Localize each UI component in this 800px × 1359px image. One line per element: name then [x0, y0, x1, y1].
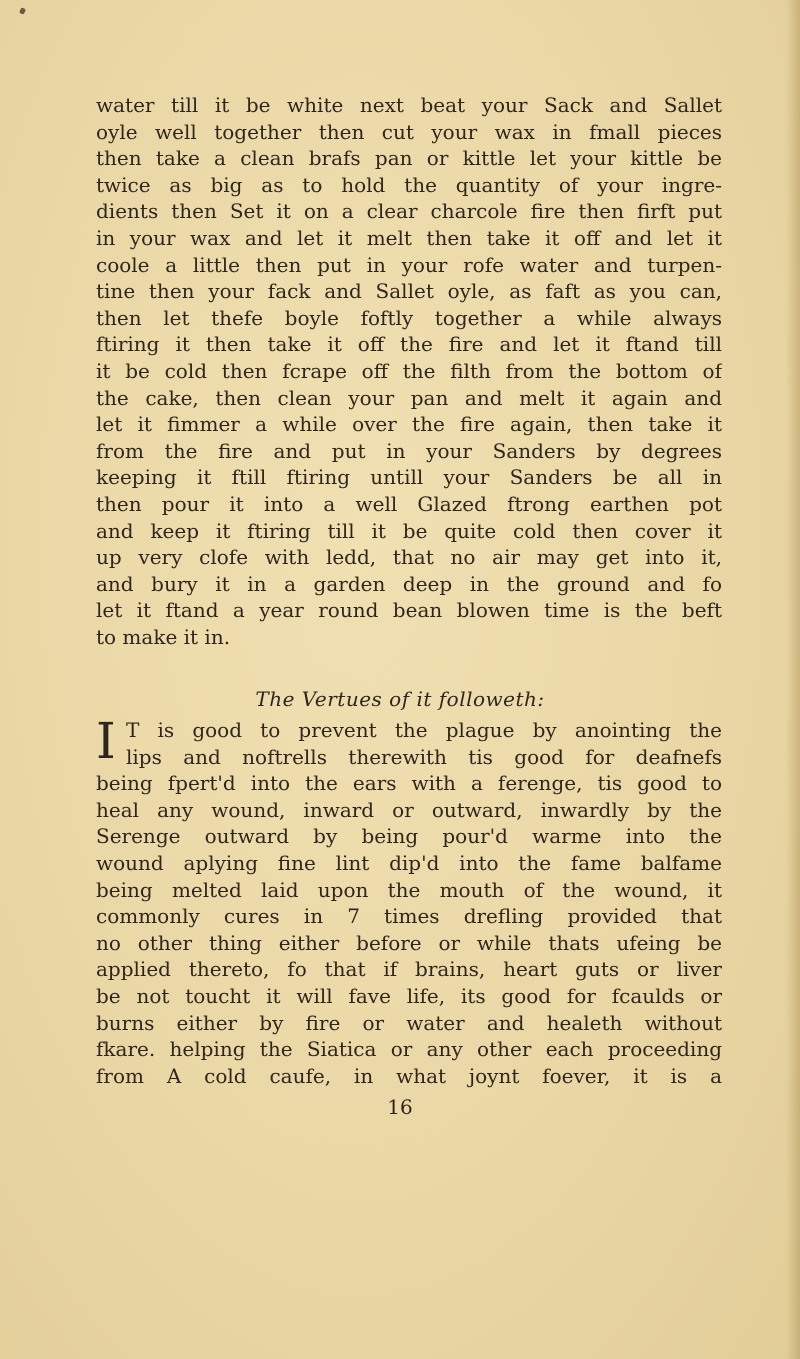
text-line: tine then your fack and Sallet oyle, as faft as you can,: [96, 279, 722, 304]
text-line: up very clofe with ledd, that no air may get into it,: [96, 545, 722, 570]
text-line: be not toucht it will fave life, its good for fcaulds or: [96, 983, 722, 1008]
text-line: then pour it into a well Glazed ftrong earthen pot: [96, 491, 722, 516]
page-edge-shadow: [786, 0, 800, 1359]
page-number: 16: [387, 1095, 413, 1119]
vertues-paragraph: [96, 712, 722, 1089]
text-line: wound aplying fine lint dip'd into the fame balfame: [96, 850, 722, 875]
text-line: heal any wound, inward or outward, inwardly by the: [96, 797, 722, 822]
text-line: fkare. helping the Siatica or any other each proceeding: [96, 1037, 722, 1062]
text-line: no other thing either before or while thats ufeing be: [96, 930, 722, 955]
text-line: being melted laid upon the mouth of the wound, it: [96, 877, 722, 902]
text-line: coole a little then put in your rofe water and turpen-: [96, 252, 722, 277]
text-line: then let thefe boyle foftly together a while always: [96, 305, 722, 330]
section-heading: The Vertues of it followeth:: [255, 687, 545, 711]
text-line: being fpert'd into the ears with a ferenge, tis good to: [96, 771, 722, 796]
text-line: then take a clean brafs pan or kittle let your kittle be: [96, 146, 722, 171]
text-line: and bury it in a garden deep in the ground and fo: [96, 571, 722, 596]
text-line: it be cold then fcrape off the filth from the bottom of: [96, 358, 722, 383]
text-line: the cake, then clean your pan and melt it again and: [96, 385, 722, 410]
text-line: lips and noftrells therewith tis good for deafnefs: [126, 744, 722, 769]
text-line: twice as big as to hold the quantity of your ingre-: [96, 172, 722, 197]
text-line: to make it in.: [96, 624, 231, 649]
text-line: let it fimmer a while over the fire again, then take it: [96, 412, 722, 437]
text-line: dients then Set it on a clear charcole fire then firft put: [96, 199, 722, 224]
ink-speck: [19, 7, 26, 15]
text-line: applied thereto, fo that if brains, heart guts or liver: [96, 957, 722, 982]
recipe-paragraph: [96, 92, 722, 650]
text-line: commonly cures in 7 times drefling provided that: [96, 904, 722, 929]
text-line: from A cold caufe, in what joynt foever, it is a: [96, 1063, 722, 1088]
drop-cap: I: [96, 712, 116, 770]
text-line: oyle well together then cut your wax in fmall pieces: [96, 119, 722, 144]
text-line: let it ftand a year round bean blowen time is the beft: [96, 598, 722, 623]
text-line: Serenge outward by being pour'd warme into the: [96, 824, 722, 849]
text-line: burns either by fire or water and healeth without: [96, 1010, 722, 1035]
text-line: keeping it ftill ftiring untill your Sanders be all in: [96, 465, 722, 490]
text-line: from the fire and put in your Sanders by degrees: [96, 438, 722, 463]
text-line: and keep it ftiring till it be quite cold then cover it: [96, 518, 722, 543]
text-line: T is good to prevent the plague by anointing the: [126, 718, 722, 742]
text-line: in your wax and let it melt then take it off and let it: [96, 225, 722, 250]
text-line: ftiring it then take it off the fire and let it ftand till: [96, 332, 722, 357]
text-line: water till it be white next beat your Sack and Sallet: [96, 93, 722, 117]
